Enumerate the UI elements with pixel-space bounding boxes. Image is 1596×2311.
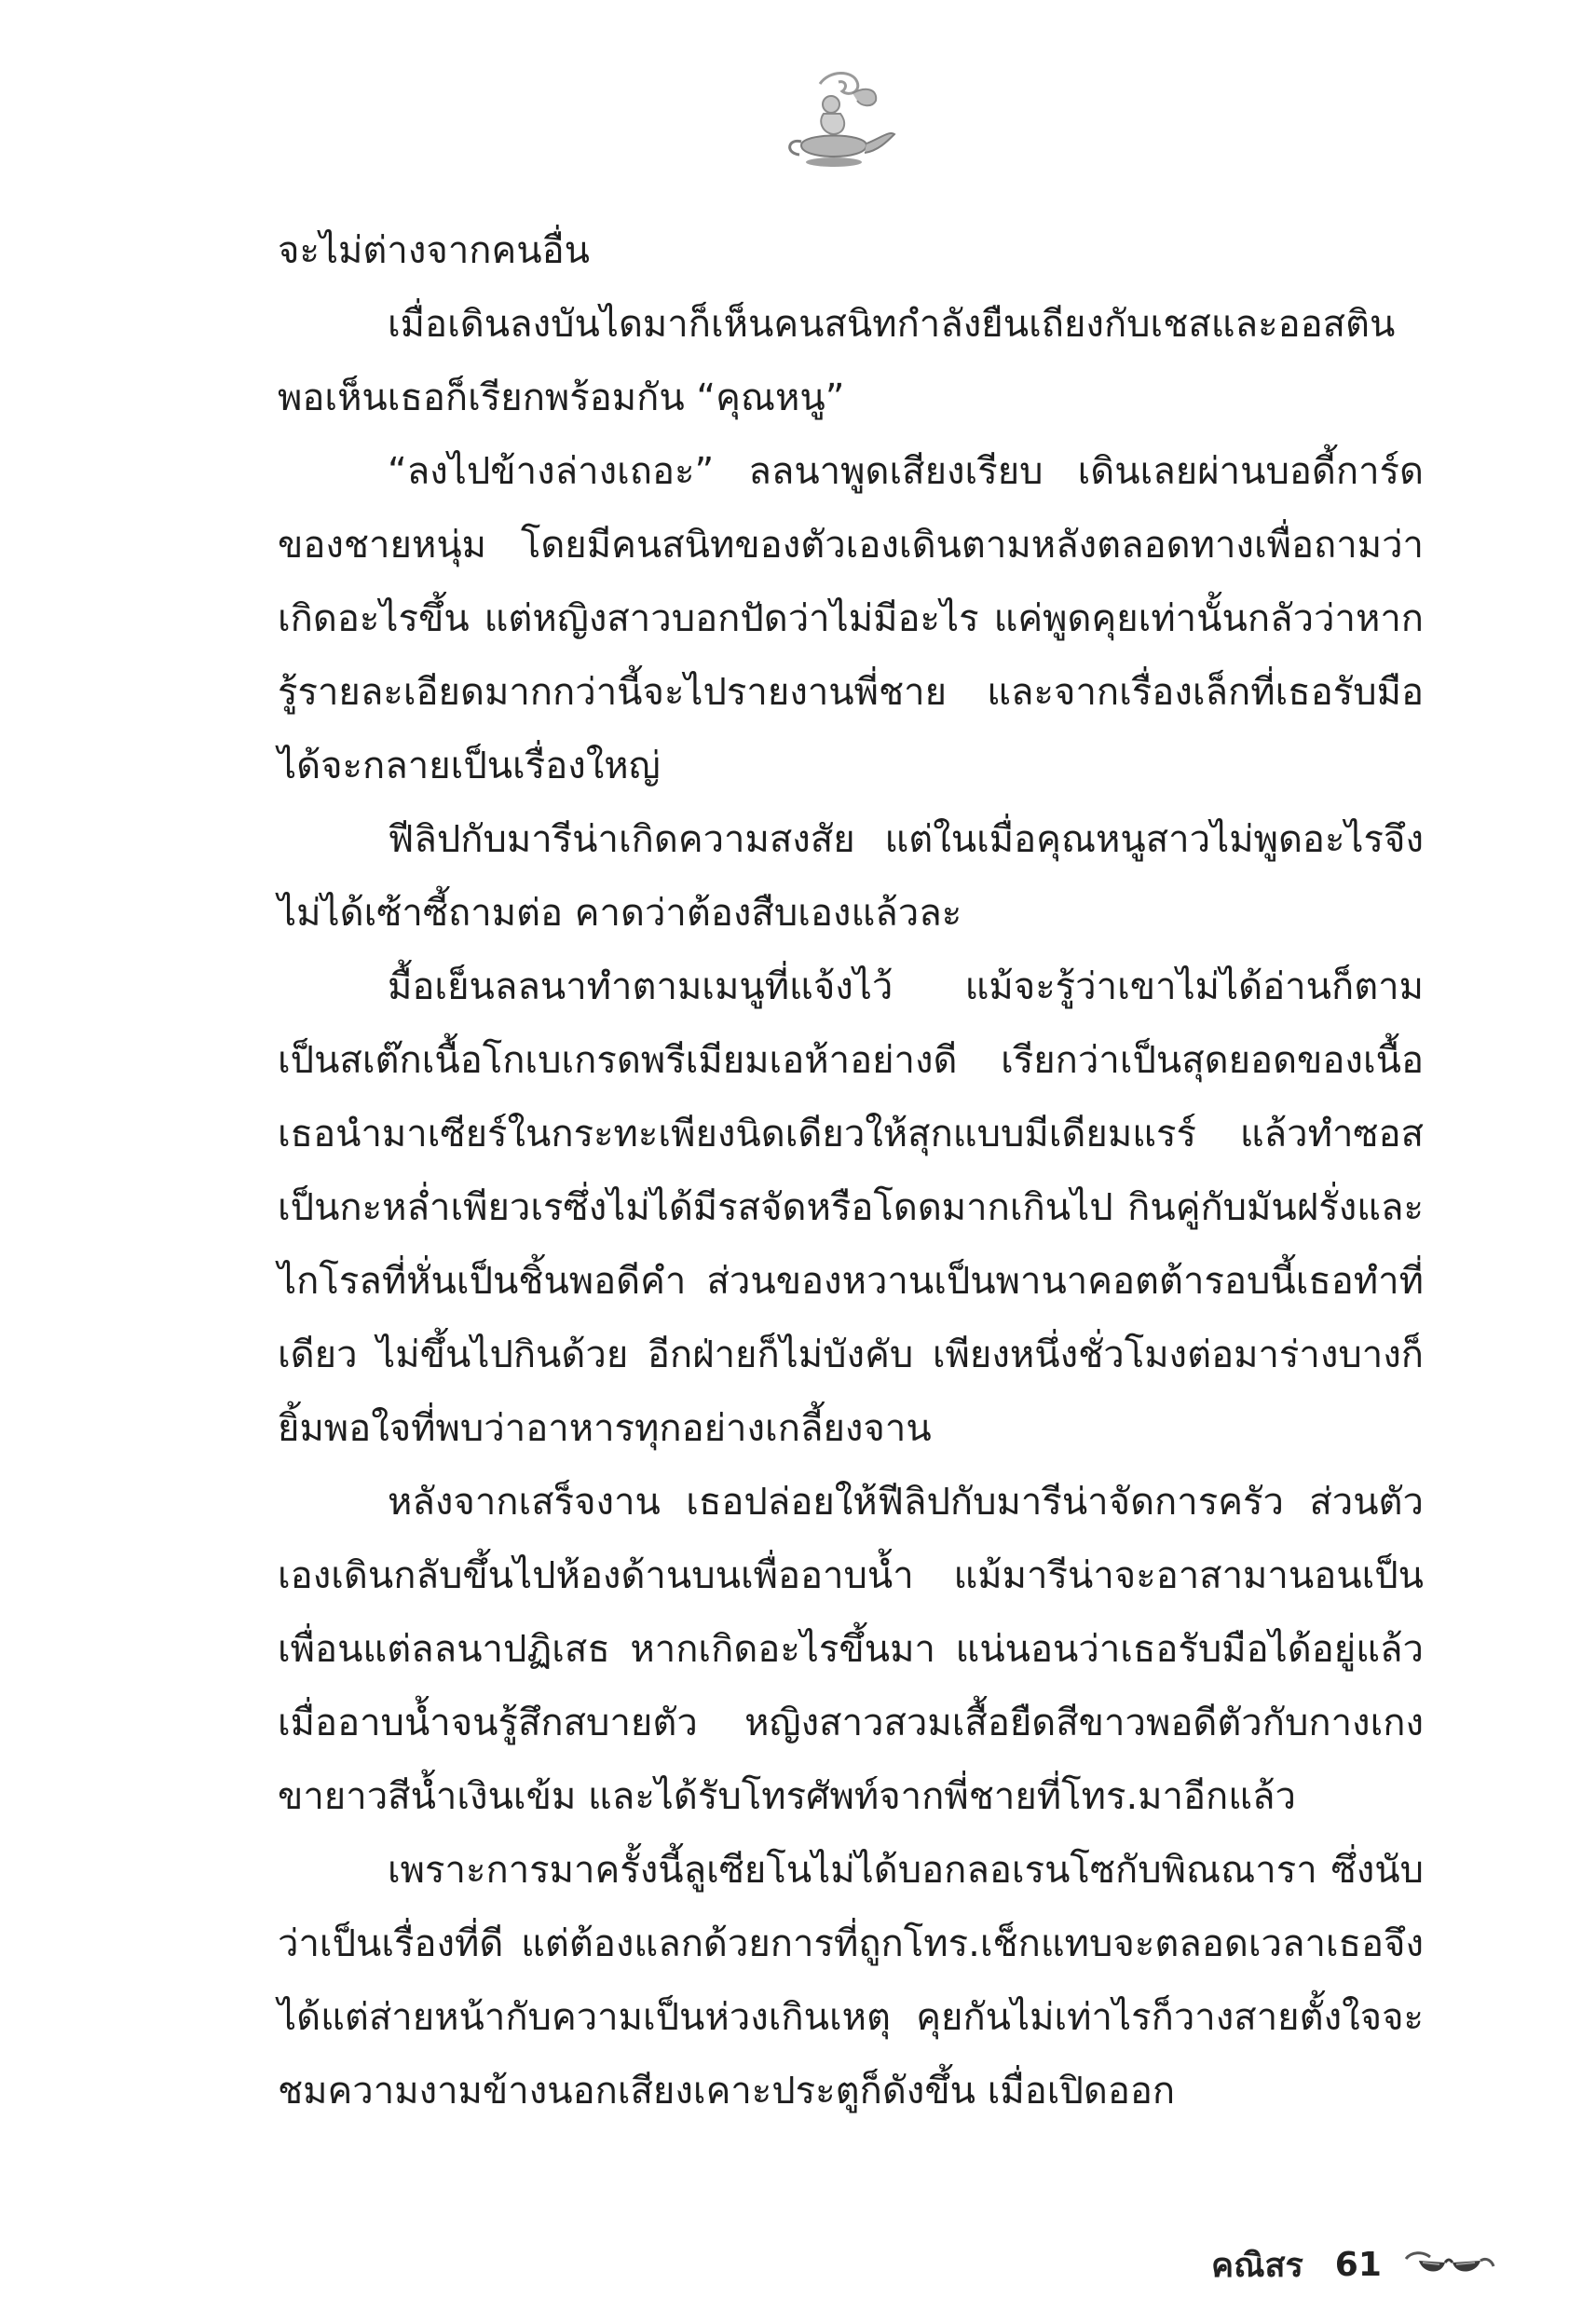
page-footer xyxy=(1211,2236,1495,2292)
paragraph: มื้อเย็นลลนาทำตามเมนูที่แจ้งไว้ แม้จะรู้ว่าเขาไม่ได้อ่านก็ตามเป็นสเต๊กเนื้อโกเบเกรดพรีเมียมเอห้าอย่างดี เรียกว่าเป็นสุดยอดของเนื้อ เธอนำมาเซียร์ในกระทะเพียงนิดเดียวให้สุกแบบมีเดียมแรร์ แล้วทำซอสเป็นกะหล่ำเพียวเรซึ่งไม่ได้มีรสจัดหรือโดดมากเกินไป กินคู่กับมันฝรั่งและไกโรลที่หั่นเป็นชิ้นพอดีคำ ส่วนของหวานเป็นพานาคอตต้ารอบนี้เธอทำที่เดียว ไม่ขึ้นไปกินด้วย อีกฝ่ายก็ไม่บังคับ เพียงหนึ่งชั่วโมงต่อมาร่างบางก็ยิ้มพอใจที่พบว่าอาหารทุกอย่างเกลี้ยงจาน xyxy=(278,965,1424,1450)
paragraph: ฟีลิปกับมารีน่าเกิดความสงสัย แต่ในเมื่อคุณหนูสาวไม่พูดอะไรจึงไม่ได้เซ้าซี้ถามต่อ คาดว่าต้องสืบเองแล้วละ xyxy=(278,818,1424,935)
cupid-teapot-icon xyxy=(764,65,904,177)
paragraph: หลังจากเสร็จงาน เธอปล่อยให้ฟีลิปกับมารีน่าจัดการครัว ส่วนตัวเองเดินกลับขึ้นไปห้องด้านบนเพื่ออาบน้ำ แม้มารีน่าจะอาสามานอนเป็นเพื่อนแต่ลลนาปฏิเสธ หากเกิดอะไรขึ้นมา แน่นอนว่าเธอรับมือได้อยู่แล้ว เมื่ออาบน้ำจนรู้สึกสบายตัว หญิงสาวสวมเสื้อยืดสีขาวพอดีตัวกับกางเกงขายาวสีน้ำเงินเข้ม และได้รับโทรศัพท์จากพี่ชายที่โทร.มาอีกแล้ว xyxy=(278,1481,1424,1818)
author-name: คณิสร xyxy=(1211,2246,1303,2285)
chapter-body-text xyxy=(278,214,1424,2128)
paragraph: “ลงไปข้างล่างเถอะ” ลลนาพูดเสียงเรียบ เดินเลยผ่านบอดี้การ์ดของชายหนุ่ม โดยมีคนสนิทของตัวเองเดินตามหลังตลอดทางเพื่อถามว่าเกิดอะไรขึ้น แต่หญิงสาวบอกปัดว่าไม่มีอะไร แค่พูดคุยเท่านั้นกลัวว่าหากรู้รายละเอียดมากกว่านี้จะไปรายงานพี่ชาย และจากเรื่องเล็กที่เธอรับมือได้จะกลายเป็นเรื่องใหญ่ xyxy=(278,450,1424,787)
sunglasses-icon xyxy=(1402,2246,1495,2283)
page-number: 61 xyxy=(1334,2245,1382,2284)
paragraph: จะไม่ต่างจากคนอื่น xyxy=(278,229,590,272)
paragraph: เมื่อเดินลงบันไดมาก็เห็นคนสนิทกำลังยืนเถียงกับเชสและออสติน พอเห็นเธอก็เรียกพร้อมกัน “คุณหนู” xyxy=(278,303,1396,419)
paragraph: เพราะการมาครั้งนี้ลูเซียโนไม่ได้บอกลอเรนโซกับพิณณารา ซึ่งนับว่าเป็นเรื่องที่ดี แต่ต้องแลกด้วยการที่ถูกโทร.เช็กแทบจะตลอดเวลาเธอจึงได้แต่ส่ายหน้ากับความเป็นห่วงเกินเหตุ คุยกันไม่เท่าไรก็วางสายตั้งใจจะชมความงามข้างนอกเสียงเคาะประตูก็ดังขึ้น เมื่อเปิดออก xyxy=(278,1849,1424,2113)
